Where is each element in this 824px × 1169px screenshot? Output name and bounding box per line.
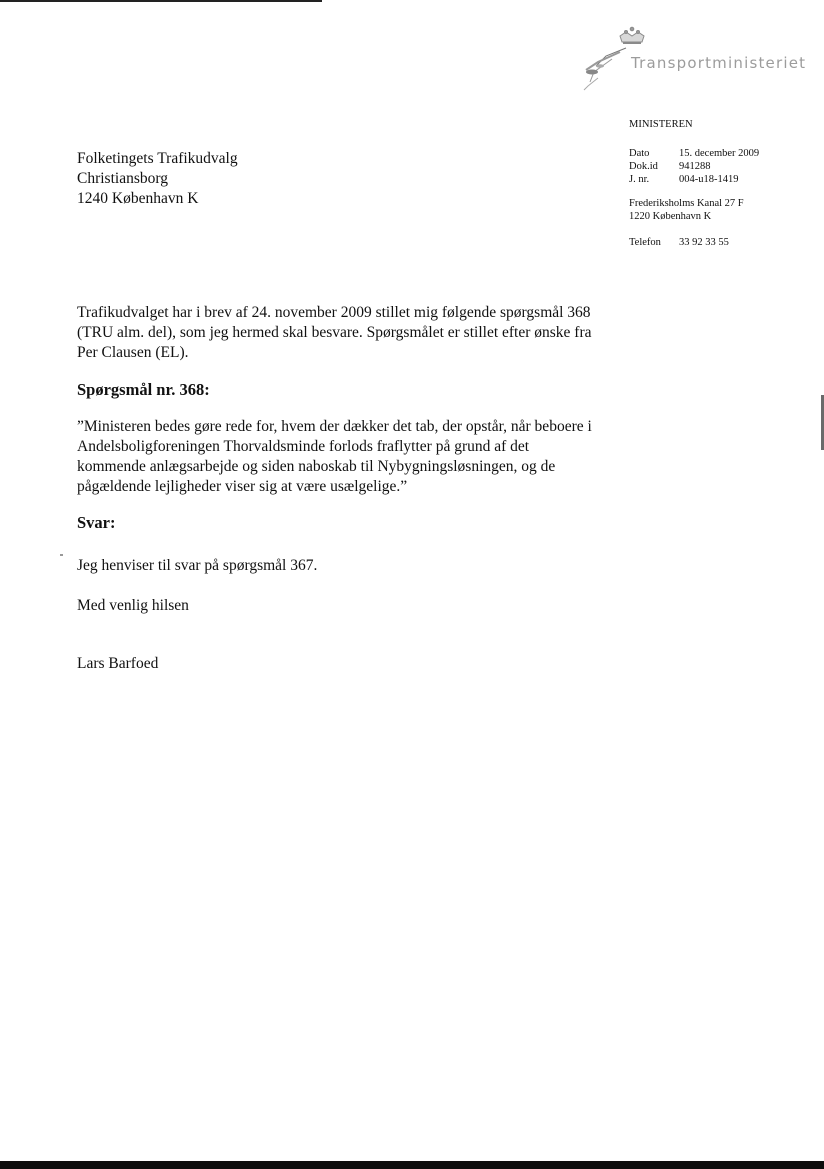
- signature-name: Lars Barfoed: [77, 655, 159, 672]
- scan-edge-bottom: [0, 1161, 824, 1169]
- phone-value: 33 92 33 55: [679, 237, 729, 248]
- closing-text: Med venlig hilsen: [77, 597, 189, 614]
- address-line: Frederiksholms Kanal 27 F: [629, 198, 744, 209]
- question-paragraph: ”Ministeren bedes gøre rede for, hvem der dækker det tab, der opstår, når beboere i Andelsboligforeningen Thorvaldsminde forlods fraflytter på grund af det kommende anlægsarbejde og siden naboskab til Nybygningsløsningen, og de pågældende lejligheder viser sig at være usælgelige.”: [77, 418, 592, 495]
- recipient-line: Folketingets Trafikudvalg: [77, 150, 238, 167]
- answer-paragraph: Jeg henviser til svar på spørgsmål 367.: [77, 557, 318, 574]
- recipient-address: [77, 149, 238, 209]
- address-line: 1220 København K: [629, 211, 712, 222]
- ministry-logo: [568, 26, 807, 98]
- department-label: MINISTEREN: [629, 119, 693, 130]
- meta-row-dokid: [629, 161, 711, 172]
- meta-label: J. nr.: [629, 174, 650, 185]
- recipient-line: 1240 København K: [77, 190, 199, 207]
- meta-row-jnr: [629, 174, 739, 185]
- meta-value: 941288: [679, 161, 711, 172]
- meta-label: Dok.id: [629, 161, 658, 172]
- phone-row: [629, 237, 729, 248]
- phone-label: Telefon: [629, 237, 661, 248]
- meta-value: 004-u18-1419: [679, 174, 739, 185]
- scan-edge-top: [0, 0, 322, 2]
- meta-row-date: [629, 148, 759, 159]
- meta-label: Dato: [629, 148, 650, 159]
- ministry-name: Transportministeriet: [631, 54, 807, 72]
- meta-value: 15. december 2009: [679, 148, 760, 159]
- intro-paragraph: Trafikudvalget har i brev af 24. november 2009 stillet mig følgende spørgsmål 368 (TRU alm. del), som jeg hermed skal besvare. Spørgsmålet er stillet efter ønske fra Per Clausen (EL).: [77, 304, 592, 361]
- scan-speck: [60, 554, 63, 556]
- recipient-line: Christiansborg: [77, 170, 168, 187]
- answer-heading: Svar:: [77, 513, 116, 532]
- question-heading: Spørgsmål nr. 368:: [77, 380, 210, 399]
